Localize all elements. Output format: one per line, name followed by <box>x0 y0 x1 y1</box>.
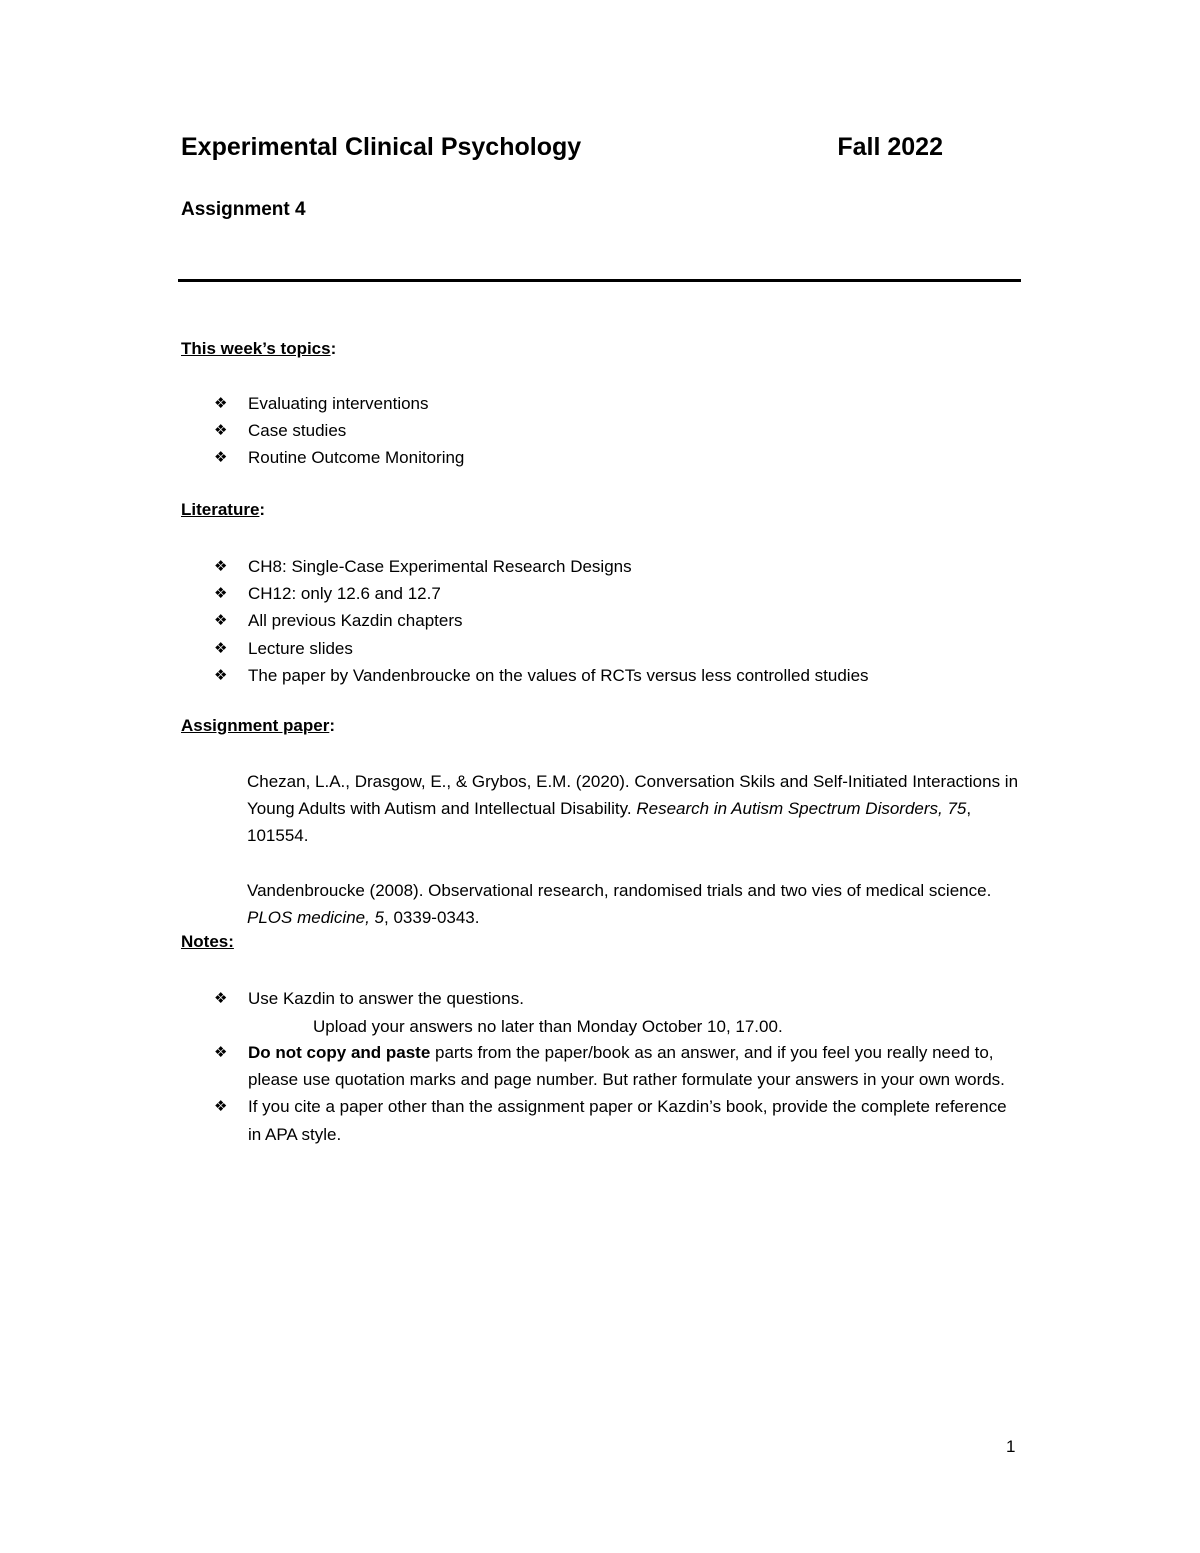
diamond-bullet-icon: ❖ <box>214 584 228 603</box>
literature-heading-text: Literature <box>181 500 260 519</box>
list-item <box>214 444 1014 471</box>
notes-list-continued <box>214 1039 1014 1148</box>
diamond-bullet-icon: ❖ <box>214 638 228 657</box>
upload-deadline-line: Upload your answers no later than Monday October 10, 17.00. <box>313 1017 783 1036</box>
reference-journal: Research in Autism Spectrum Disorders, 75 <box>636 799 967 819</box>
diamond-bullet-icon: ❖ <box>214 1097 228 1116</box>
note-text: Use Kazdin to answer the questions. <box>248 989 524 1008</box>
reference-tail: , 101554. <box>247 799 972 846</box>
note-text: If you cite a paper other than the assignment paper or Kazdin’s book, provide the complete reference in APA style. <box>248 1097 1007 1144</box>
page-number: 1 <box>1006 1437 1016 1456</box>
reference-chezan <box>247 768 1022 850</box>
reference-text: Vandenbroucke (2008). Observational research, randomised trials and two vies of medical science. <box>247 881 992 900</box>
literature-heading-colon: : <box>259 500 266 519</box>
topics-heading-colon: : <box>330 339 337 358</box>
notes-heading-text: Notes: <box>181 932 234 951</box>
diamond-bullet-icon: ❖ <box>214 448 228 467</box>
notes-heading <box>181 932 234 952</box>
list-item <box>214 580 1014 607</box>
assignment-paper-heading <box>181 716 335 736</box>
diamond-bullet-icon: ❖ <box>214 611 228 630</box>
topic-text: Routine Outcome Monitoring <box>248 448 465 468</box>
assignment-title: Assignment 4 <box>181 199 306 220</box>
list-item <box>214 390 1014 417</box>
list-item <box>214 607 1014 634</box>
list-item <box>214 1093 1014 1147</box>
horizontal-rule <box>178 279 1021 282</box>
note-text: parts from the paper/book as an answer, and if you feel you really need to, please use quotation marks and page number. But rather formulate your answers in your own words. <box>248 1043 1005 1090</box>
list-item <box>214 662 1014 689</box>
topics-heading-text: This week’s topics <box>181 339 331 358</box>
reference-tail: , 0339-0343. <box>384 908 480 928</box>
list-item <box>214 635 1014 662</box>
assignment-paper-heading-text: Assignment paper <box>181 716 330 735</box>
header-row <box>181 133 943 167</box>
literature-text: CH8: Single-Case Experimental Research Designs <box>248 557 632 576</box>
list-item <box>214 1039 1014 1093</box>
note-bold-text: Do not copy and paste <box>248 1043 431 1062</box>
topic-text: Case studies <box>248 421 347 441</box>
reference-vandenbroucke <box>247 877 1022 931</box>
literature-text: CH12: only 12.6 and 12.7 <box>248 584 441 604</box>
list-item <box>214 417 1014 444</box>
list-item <box>214 553 1014 580</box>
topics-heading <box>181 339 336 359</box>
assignment-paper-heading-colon: : <box>329 716 335 735</box>
diamond-bullet-icon: ❖ <box>214 557 228 575</box>
literature-heading <box>181 500 265 520</box>
literature-text: Lecture slides <box>248 638 353 658</box>
reference-journal: PLOS medicine, 5 <box>247 908 385 928</box>
diamond-bullet-icon: ❖ <box>214 394 228 412</box>
reference-text: Chezan, L.A., Drasgow, E., & Grybos, E.M. (2020). Conversation Skils and Self-Initiated Interactions in Young Adults with Autism and Intellectual Disability. <box>247 772 1019 819</box>
diamond-bullet-icon: ❖ <box>214 989 228 1007</box>
diamond-bullet-icon: ❖ <box>214 665 228 684</box>
literature-text: All previous Kazdin chapters <box>248 611 463 631</box>
list-item <box>214 985 1014 1012</box>
topic-text: Evaluating interventions <box>248 394 429 413</box>
literature-text: The paper by Vandenbroucke on the values of RCTs versus less controlled studies <box>248 665 869 685</box>
notes-list <box>214 985 1014 1012</box>
literature-list <box>214 553 1014 689</box>
diamond-bullet-icon: ❖ <box>214 421 228 440</box>
topics-list <box>214 390 1014 472</box>
course-title: Experimental Clinical Psychology <box>181 133 582 161</box>
diamond-bullet-icon: ❖ <box>214 1043 228 1061</box>
term-label: Fall 2022 <box>837 133 943 161</box>
